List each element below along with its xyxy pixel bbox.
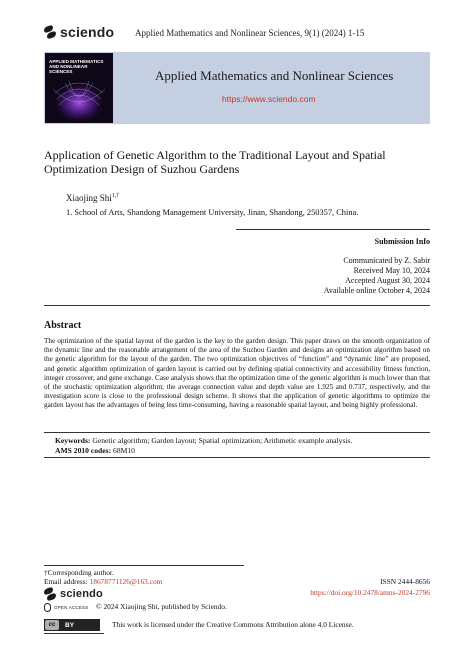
brand-name: sciendo — [60, 24, 115, 40]
email-link[interactable]: 18678771126@163.com — [89, 577, 163, 586]
open-access-label: OPEN ACCESS — [54, 605, 89, 610]
by-icon: BY — [65, 621, 75, 629]
email-line — [44, 577, 162, 586]
keywords — [55, 436, 425, 445]
open-lock-icon — [44, 603, 51, 612]
divider — [236, 229, 430, 230]
author-superscript: 1,† — [111, 193, 120, 199]
author-text: Xiaojing Shi — [66, 193, 112, 203]
license-text: This work is licensed under the Creative Commons Attribution alone 4.0 License. — [112, 620, 354, 629]
accepted-date: Accepted August 30, 2024 — [345, 276, 430, 285]
received-date: Received May 10, 2024 — [353, 266, 430, 275]
paper-title: Application of Genetic Algorithm to the Traditional Layout and Spatial Optimization Design of Suzhou Gardens — [44, 148, 386, 176]
divider — [44, 633, 104, 634]
footer-brand-name: sciendo — [60, 588, 103, 600]
corresponding-author-note: †Corresponding author. — [44, 568, 114, 577]
journal-cover-image — [45, 53, 113, 123]
ams-codes — [55, 446, 135, 455]
sciendo-logo[interactable] — [44, 24, 114, 40]
communicated-by: Communicated by Z. Sabir — [343, 256, 430, 265]
journal-url-link[interactable]: https://www.sciendo.com — [222, 94, 316, 104]
cc-by-license-badge[interactable] — [44, 619, 100, 631]
divider — [44, 305, 430, 306]
ams-label: AMS 2010 codes: — [55, 446, 112, 455]
cover-title: APPLIED MATHEMATICS AND NONLINEAR SCIENCES — [49, 59, 104, 75]
divider — [44, 457, 430, 458]
cc-icon: cc — [45, 620, 59, 630]
journal-title: Applied Mathematics and Nonlinear Sciences — [155, 68, 394, 83]
author-affiliation: 1. School of Arts, Shandong Management University, Jinan, Shandong, 250357, China. — [66, 208, 359, 217]
abstract-body: The optimization of the spatial layout of the garden is the key to the garden design. This paper draws on the smooth organization of the dynamic line and the reasonable arrangement of the area of the Suzhou Garden and designs an optimization algorithm based on the genetic algorithm for the layout of the garden. The two optimization objectives of “function” and “dynamic line” are proposed, and genetic algorithm optimization of garden layout is carried out by defining spatial connectivity and accessibility fitness function, integer crossover, and gene exchange. Case analysis shows that the optimization time of the genetic algorithm is much lower than that of the stochastic optimization algorithm; the average connection value and depth value are 1.925 and 0.737, respectively, and the investigation score is close to the professional design scheme. It shows that the application of genetic algorithms to optimize the garden layout has the advantages of being less time-consuming, having a reasonable spatial layout, and being highly professional. — [44, 337, 430, 410]
keywords-label: Keywords: — [55, 436, 91, 445]
sciendo-mark-icon — [44, 25, 56, 39]
online-date: Available online October 4, 2024 — [323, 286, 430, 295]
sciendo-mark-icon — [44, 587, 56, 601]
doi-link[interactable]: https://doi.org/10.2478/amns-2024-2796 — [310, 588, 430, 597]
abstract-heading: Abstract — [44, 320, 82, 331]
email-label: Email address: — [44, 577, 88, 586]
author-name — [66, 193, 119, 203]
ams-value: 68M10 — [113, 446, 135, 455]
open-access-badge — [44, 603, 88, 612]
footnote-divider — [44, 565, 244, 566]
keywords-value: Genetic algorithm; Garden layout; Spatial optimization; Arithmetic example analysis. — [92, 436, 353, 445]
submission-info-heading: Submission Info — [374, 237, 430, 246]
issn: ISSN 2444-8656 — [380, 577, 430, 586]
divider — [44, 432, 430, 433]
sciendo-footer-logo[interactable] — [44, 587, 103, 601]
journal-citation: Applied Mathematics and Nonlinear Sciences, 9(1) (2024) 1-15 — [135, 28, 365, 38]
copyright-notice: © 2024 Xiaojing Shi, published by Sciendo. — [96, 602, 227, 611]
submission-info — [324, 256, 430, 296]
